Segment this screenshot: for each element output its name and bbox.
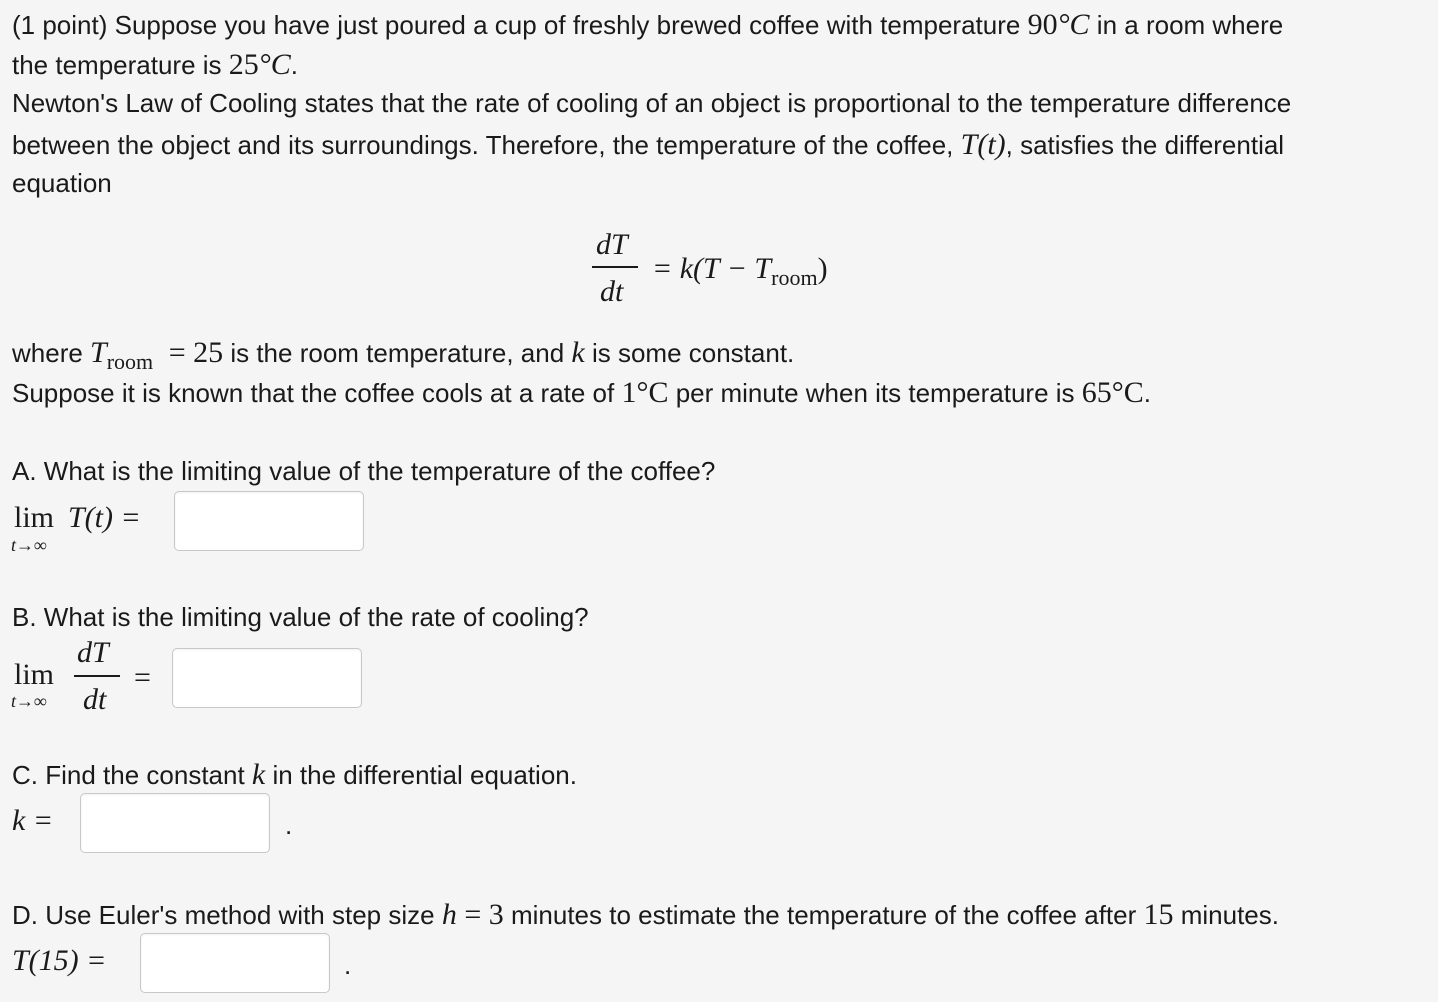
- law-text: between the object and its surroundings. Therefore, the temperature of the coffee,: [12, 130, 961, 160]
- eq-numerator: dT: [596, 228, 628, 261]
- suppose-period: .: [1143, 378, 1152, 408]
- intro-period: .: [290, 50, 299, 80]
- intro-text-end: in a room where: [1089, 10, 1284, 40]
- intro-text: (1 point) Suppose you have just poured a cup of freshly brewed coffee with temperature: [12, 10, 1028, 40]
- room-temp: 25: [228, 48, 259, 81]
- law-text: equation: [12, 168, 112, 198]
- eq-rhs-close: ): [817, 252, 828, 285]
- k-symbol: k: [251, 758, 266, 791]
- partA-expr: T(t) =: [68, 501, 141, 534]
- law-text: Newton's Law of Cooling states that the rate of cooling of an object is proportional to the temperature difference: [12, 88, 1292, 118]
- partC-question: [12, 760, 577, 790]
- step-size-value: = 3: [456, 898, 504, 931]
- partD-expr: T(15) =: [12, 944, 107, 977]
- partB-numerator: dT: [77, 636, 109, 669]
- partC-answer-input[interactable]: [80, 793, 270, 853]
- where-text-end: is some constant.: [584, 338, 795, 368]
- law-line1: [12, 90, 1291, 116]
- eq-rhs-sub: room: [771, 265, 818, 290]
- T-of-t: T(t): [960, 128, 1006, 161]
- partB-answer-input[interactable]: [172, 648, 362, 708]
- partB-denominator: dt: [83, 683, 107, 716]
- partC-text-end: in the differential equation.: [265, 760, 577, 790]
- partB-question: B. What is the limiting value of the rate of cooling?: [12, 602, 589, 632]
- T-symbol: T: [90, 336, 107, 369]
- time-value: 15: [1143, 898, 1174, 931]
- partA-answer-input[interactable]: [174, 491, 364, 551]
- eq-rhs-main: = k(T − T: [652, 252, 772, 285]
- partD-text-mid: minutes to estimate the temperature of the coffee after: [503, 900, 1144, 930]
- problem-intro-line1: [12, 10, 1283, 40]
- where-line: [12, 336, 795, 374]
- where-text-mid: is the room temperature, and: [223, 338, 572, 368]
- eq-denominator: dt: [600, 275, 624, 308]
- suppose-line: [12, 378, 1151, 408]
- partB-lim: lim: [14, 658, 55, 691]
- k-symbol: k: [571, 336, 585, 369]
- room-value: = 25: [161, 336, 224, 369]
- partD-text-end: minutes.: [1173, 900, 1279, 930]
- partD-period: .: [344, 950, 352, 980]
- problem-intro-line2: [12, 50, 298, 80]
- partA-question: A. What is the limiting value of the temperature of the coffee?: [12, 456, 716, 486]
- partC-period: .: [285, 810, 293, 840]
- partD-question: [12, 900, 1279, 930]
- law-line2: [12, 130, 1284, 160]
- given-temp: 65°C: [1081, 376, 1144, 409]
- intro-text: the temperature is: [12, 50, 229, 80]
- eq-rhs: [652, 252, 828, 290]
- initial-temp: 90: [1027, 8, 1058, 41]
- eq-fraction-bar: [592, 266, 638, 268]
- room-subscript: room: [106, 349, 154, 374]
- partC-text: C. Find the constant: [12, 760, 252, 790]
- partA-lim: lim: [14, 501, 55, 534]
- suppose-text: Suppose it is known that the coffee cools at a rate of: [12, 378, 622, 408]
- degree-unit: °C: [258, 48, 291, 81]
- partD-text: D. Use Euler's method with step size: [12, 900, 442, 930]
- partD-answer-input[interactable]: [140, 933, 330, 993]
- partB-equals: =: [134, 661, 151, 694]
- partB-fraction-bar: [74, 675, 120, 677]
- where-text: where: [12, 338, 91, 368]
- h-symbol: h: [441, 898, 457, 931]
- law-line3: [12, 170, 112, 196]
- partB-lim-sub: t→∞: [11, 691, 47, 711]
- cooling-rate: 1°C: [621, 376, 669, 409]
- suppose-text-mid: per minute when its temperature is: [668, 378, 1082, 408]
- partA-lim-sub: t→∞: [11, 535, 47, 555]
- degree-unit: °C: [1057, 8, 1090, 41]
- partC-expr: k =: [12, 804, 54, 837]
- law-text-end: , satisfies the differential: [1005, 130, 1285, 160]
